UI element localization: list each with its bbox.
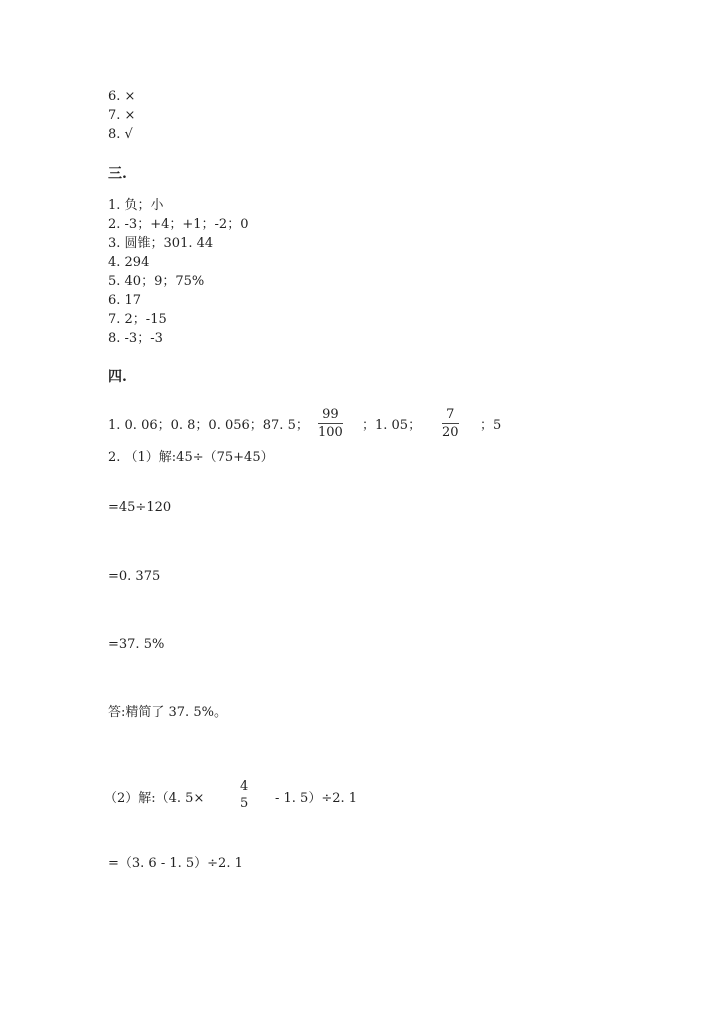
answer-line-3-7: 7. 2；-15 [108,312,167,327]
q1-middle: ；1. 05； [362,418,422,433]
fraction-4-5 [238,779,250,811]
answer-line-3-3: 3. 圆锥；301. 44 [108,236,214,251]
q2-part1-solution: 2. （1）解:45÷（75+45） [108,450,274,465]
answer-line-2-6: 6. × [108,89,136,104]
q2-part1-step-2: =0. 375 [108,569,161,584]
answer-line-2-7: 7. × [108,108,136,123]
fraction-numerator: 4 [240,779,249,794]
answer-line-3-4: 4. 294 [108,255,150,270]
q2-part1-answer: 答:精简了 37. 5%。 [108,705,227,720]
fraction-numerator: 99 [318,407,343,424]
answer-line-3-1: 1. 负；小 [108,198,164,213]
q2-part2-suffix: - 1. 5）÷2. 1 [275,791,358,806]
q2-part2-step-1: =（3. 6 - 1. 5）÷2. 1 [108,856,243,871]
q1-prefix: 1. 0. 06；0. 8；0. 056；87. 5； [108,418,309,433]
fraction-7-20 [442,407,459,440]
answer-line-2-8: 8. √ [108,127,133,142]
fraction-denominator: 5 [240,796,249,811]
q2-part2-prefix: （2）解:（4. 5× [104,791,205,806]
answer-line-3-8: 8. -3；-3 [108,331,163,346]
fraction-numerator: 7 [442,407,459,424]
fraction-99-100 [318,407,343,440]
q2-part1-step-1: =45÷120 [108,500,172,515]
answer-line-3-2: 2. -3；+4；+1；-2；0 [108,217,249,232]
fraction-denominator: 20 [442,425,459,440]
section-three-heading: 三. [108,166,127,182]
fraction-denominator: 100 [318,425,343,440]
answer-line-3-5: 5. 40；9；75% [108,274,205,289]
section-four-heading: 四. [108,369,127,385]
answer-line-3-6: 6. 17 [108,293,142,308]
q1-suffix: ；5 [480,418,502,433]
q2-part1-step-3: =37. 5% [108,637,165,652]
